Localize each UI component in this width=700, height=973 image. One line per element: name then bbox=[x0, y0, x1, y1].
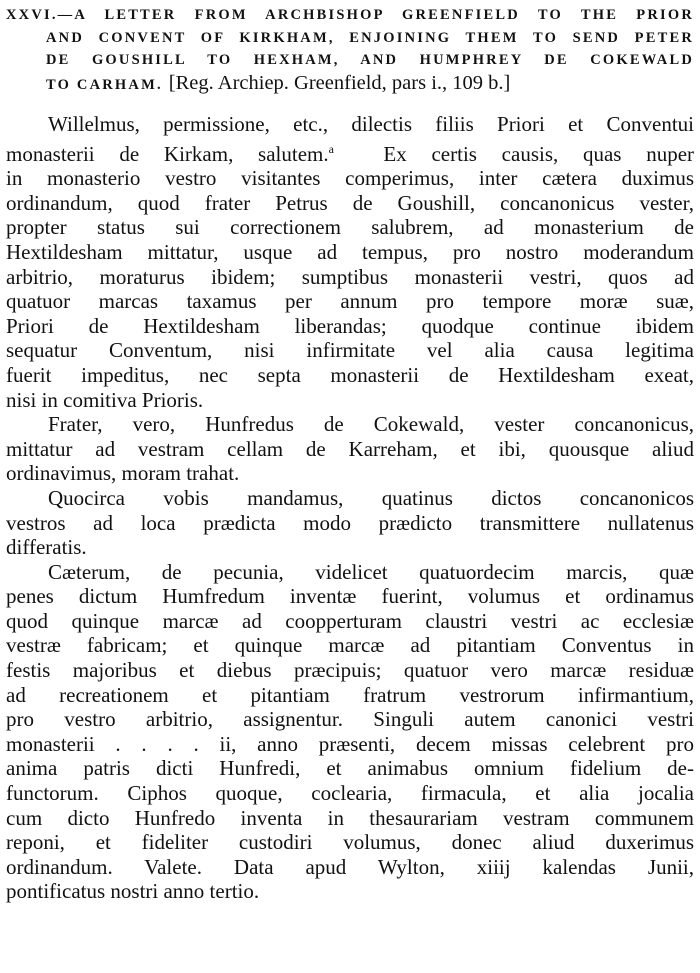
text-line: vestros ad loca prædicta modo prædicto transmittere nullatenus bbox=[6, 510, 694, 535]
paragraph-2 bbox=[6, 412, 694, 486]
text-line bbox=[6, 137, 694, 167]
text-line: quod quinque marcæ ad coopperturam claustri vestri ac ecclesiæ bbox=[6, 608, 694, 633]
heading-line-text: TO CARHAM. bbox=[46, 76, 163, 93]
text-line: Priori de Hextildesham liberandas; quodque continue ibidem bbox=[6, 313, 694, 338]
text-line-tail: Ex certis causis, quas nuper bbox=[383, 141, 695, 166]
text-line: pontificatus nostri anno tertio. bbox=[6, 879, 260, 904]
text-line: arbitrio, moraturus ibidem; sumptibus monasterii vestri, quos ad bbox=[6, 264, 694, 289]
text-line: Willelmus, permissione, etc., dilectis filiis Priori et Conventui bbox=[48, 112, 694, 136]
text-line: pro vestro arbitrio, assignentur. Singuli autem canonici vestri bbox=[6, 707, 694, 732]
text-line: vestræ fabricam; et quinque marcæ ad pitantiam Conventus in bbox=[6, 633, 694, 658]
text-line: festis majoribus et diebus præcipuis; quatuor vero marcæ residuæ bbox=[6, 658, 694, 683]
text-line: mittatur ad vestram cellam de Karreham, et ibi, quousque aliud bbox=[6, 436, 694, 461]
text-line: Quocirca vobis mandamus, quatinus dictos concanonicos bbox=[48, 485, 694, 510]
text-line-head: monasterii de Kirkam, salutem. bbox=[6, 141, 329, 166]
paragraph-1 bbox=[6, 112, 694, 412]
text-line: monasterii . . . . ii, anno præsenti, decem missas celebrent pro bbox=[6, 731, 694, 756]
text-line: nisi in comitiva Prioris. bbox=[6, 387, 204, 412]
text-line: penes dictum Humfredum inventæ fuerint, volumus et ordinamus bbox=[6, 584, 694, 609]
text-line: functorum. Ciphos quoque, coclearia, firmacula, et alia jocalia bbox=[6, 781, 694, 806]
heading-line: XXVI.—A LETTER FROM ARCHBISHOP GREENFIELD TO THE PRIOR bbox=[6, 7, 694, 23]
text-line: differatis. bbox=[6, 535, 87, 560]
paragraph-3 bbox=[6, 486, 694, 560]
heading-line: AND CONVENT OF KIRKHAM, ENJOINING THEM TO SEND PETER bbox=[46, 29, 694, 46]
text-line: ad recreationem et pitantiam fratrum vestrorum infirmantium, bbox=[6, 682, 694, 707]
text-line: Frater, vero, Hunfredus de Cokewald, vester concanonicus, bbox=[48, 412, 694, 437]
text-line: cum dicto Hunfredo inventa in thesaurariam vestram communem bbox=[6, 805, 694, 830]
text-line: ordinandum, quod frater Petrus de Goushill, concanonicus vester, bbox=[6, 190, 694, 215]
text-line: in monasterio vestro visitantes comperimus, inter cætera duximus bbox=[6, 166, 694, 191]
text-line: sequatur Conventum, nisi infirmitate vel alia causa legitima bbox=[6, 338, 694, 363]
text-line: ordinandum. Valete. Data apud Wylton, xiiij kalendas Junii, bbox=[6, 854, 694, 879]
text-line: anima patris dicti Hunfredi, et animabus omnium fidelium de- bbox=[6, 756, 694, 781]
letter-heading bbox=[6, 4, 694, 96]
paragraph-4 bbox=[6, 560, 694, 904]
footnote-marker: a bbox=[328, 141, 334, 156]
heading-line: DE GOUSHILL TO HEXHAM, AND HUMPHREY DE COKEWALD bbox=[46, 52, 694, 68]
letter-body bbox=[6, 112, 694, 904]
text-line: quatuor marcas taxamus per annum pro tempore moræ suæ, bbox=[6, 289, 694, 314]
heading-line-last bbox=[6, 72, 694, 97]
text-line: ordinavimus, moram trahat. bbox=[6, 461, 240, 486]
text-line: Cæterum, de pecunia, videlicet quatuordecim marcis, quæ bbox=[48, 559, 694, 584]
text-line: propter status sui correctionem salubrem, ad monasterium de bbox=[6, 215, 694, 240]
text-line: fuerit impeditus, nec septa monasterii de Hextildesham exeat, bbox=[6, 362, 694, 387]
text-line: reponi, et fideliter custodiri volumus, donec aliud duxerimus bbox=[6, 830, 694, 855]
text-line: Hextildesham mittatur, usque ad tempus, pro nostro moderandum bbox=[6, 239, 694, 264]
register-reference: [Reg. Archiep. Greenfield, pars i., 109 b.] bbox=[168, 71, 511, 94]
